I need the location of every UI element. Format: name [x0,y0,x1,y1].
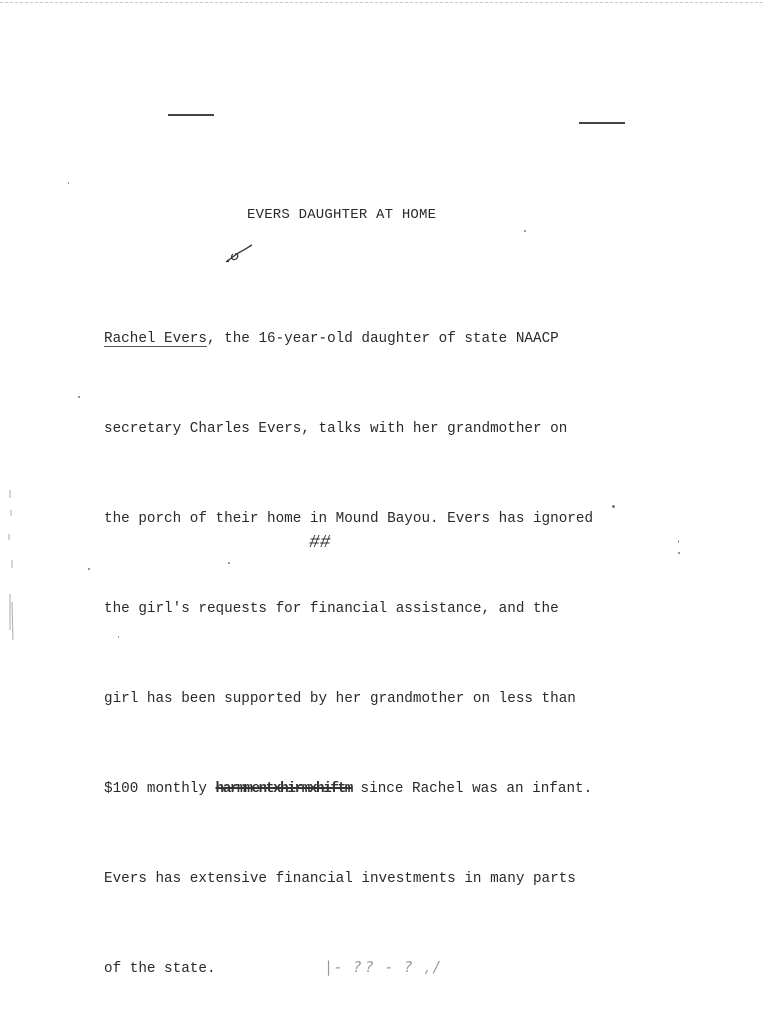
text-line-6: $100 monthly harmmentxhirmxhiftm since Rachel was an infant. [104,781,593,797]
text-line-3: the porch of their home in Mound Bayou. Evers has ignored [104,511,594,527]
subject-name: Rachel Evers [104,331,207,347]
scan-speck [228,562,230,564]
text-line-7: Evers has extensive financial investments in many parts [104,871,576,887]
scan-speck [524,230,526,232]
text-line-2: secretary Charles Evers, talks with her grandmother on [104,421,568,437]
header-rule-left [168,114,214,116]
end-of-story-mark: ## [309,533,331,553]
scan-edge-dots [0,2,763,3]
scan-edge-marks [6,490,16,650]
text-line-4: the girl's requests for financial assistance, and the [104,601,559,617]
struck-through-text: harmmentxhirmxhiftm [215,781,352,797]
text-line-8: of the state. [104,961,216,977]
caption-paragraph [104,264,644,1014]
scan-speck [678,552,680,554]
archive-stamp-code: |- ?? - ? ,/ [326,958,443,976]
scan-speck [68,182,69,184]
header-rule-right [579,122,625,124]
scan-speck [88,568,90,570]
scan-speck [78,396,80,398]
text-line-5: girl has been supported by her grandmother on less than [104,691,576,707]
scan-speck [612,505,615,508]
scan-speck [678,540,679,543]
handwritten-check-mark [224,240,254,266]
document-title: EVERS DAUGHTER AT HOME [247,207,437,223]
scan-speck [118,636,119,638]
text-line-1: Rachel Evers, the 16-year-old daughter of state NAACP [104,331,559,347]
